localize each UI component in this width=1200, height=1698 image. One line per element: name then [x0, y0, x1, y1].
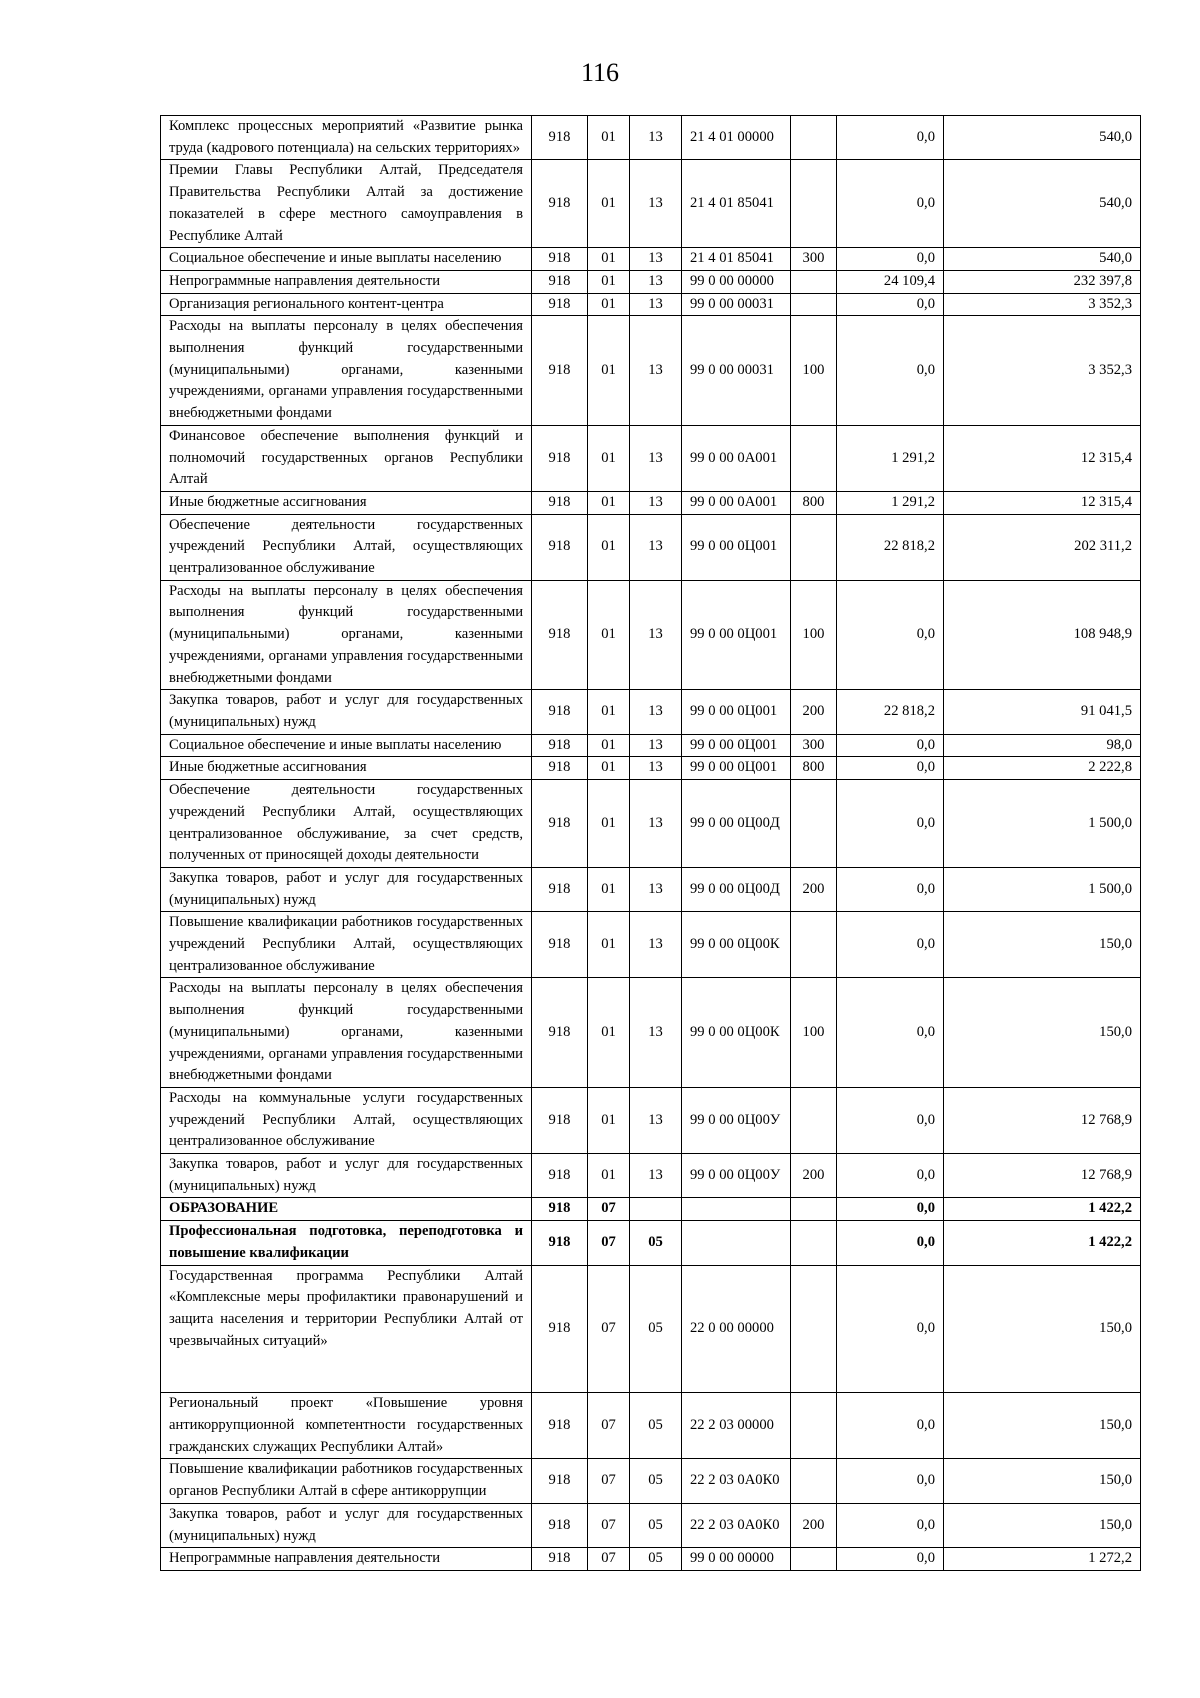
item-name-cell: Обеспечение деятельности государственных учреждений Республики Алтай, осуществляющих централизованное обслуживание, за счет средств, полученных от приносящей доходы деятельности — [161, 780, 532, 868]
expense-type-cell — [791, 1087, 837, 1153]
admin-code-cell: 918 — [532, 1154, 588, 1198]
admin-code-cell: 918 — [532, 116, 588, 160]
item-name-cell: Расходы на коммунальные услуги государственных учреждений Республики Алтай, осуществляющих централизованное обслуживание — [161, 1087, 532, 1153]
subsection-code-cell: 13 — [630, 514, 682, 580]
table-row — [161, 1154, 1141, 1198]
amount-2-cell: 1 500,0 — [944, 867, 1141, 911]
expense-type-cell: 800 — [791, 491, 837, 514]
section-code-cell: 07 — [588, 1548, 630, 1571]
section-code-cell: 01 — [588, 248, 630, 271]
amount-1-cell: 0,0 — [837, 867, 944, 911]
amount-2-cell: 3 352,3 — [944, 293, 1141, 316]
amount-2-cell: 150,0 — [944, 1459, 1141, 1503]
item-name-cell: Закупка товаров, работ и услуг для государственных (муниципальных) нужд — [161, 1503, 532, 1547]
section-code-cell: 01 — [588, 316, 630, 426]
table-row — [161, 978, 1141, 1088]
table-row — [161, 160, 1141, 248]
expense-type-cell: 100 — [791, 978, 837, 1088]
expense-type-cell: 300 — [791, 248, 837, 271]
item-name-cell: Социальное обеспечение и иные выплаты населению — [161, 248, 532, 271]
section-code-cell: 07 — [588, 1198, 630, 1221]
amount-2-cell: 2 222,8 — [944, 757, 1141, 780]
amount-2-cell: 1 422,2 — [944, 1198, 1141, 1221]
target-article-cell: 99 0 00 0А001 — [682, 491, 791, 514]
target-article-cell: 99 0 00 0Ц001 — [682, 734, 791, 757]
subsection-code-cell: 13 — [630, 116, 682, 160]
amount-2-cell: 12 315,4 — [944, 491, 1141, 514]
table-row — [161, 734, 1141, 757]
item-name-cell: Закупка товаров, работ и услуг для государственных (муниципальных) нужд — [161, 690, 532, 734]
item-name-cell: ОБРАЗОВАНИЕ — [161, 1198, 532, 1221]
target-article-cell: 99 0 00 0Ц001 — [682, 514, 791, 580]
admin-code-cell: 918 — [532, 1503, 588, 1547]
subsection-code-cell: 13 — [630, 1087, 682, 1153]
section-code-cell: 01 — [588, 1087, 630, 1153]
amount-1-cell: 0,0 — [837, 1393, 944, 1459]
subsection-code-cell: 13 — [630, 780, 682, 868]
section-code-cell: 01 — [588, 690, 630, 734]
table-row — [161, 780, 1141, 868]
amount-2-cell: 540,0 — [944, 116, 1141, 160]
section-code-cell: 01 — [588, 580, 630, 690]
table-row — [161, 425, 1141, 491]
subsection-code-cell: 13 — [630, 425, 682, 491]
admin-code-cell: 918 — [532, 912, 588, 978]
table-row — [161, 1459, 1141, 1503]
amount-2-cell: 12 315,4 — [944, 425, 1141, 491]
item-name-cell: Закупка товаров, работ и услуг для государственных (муниципальных) нужд — [161, 867, 532, 911]
admin-code-cell: 918 — [532, 514, 588, 580]
expense-type-cell: 200 — [791, 1503, 837, 1547]
amount-1-cell: 0,0 — [837, 1503, 944, 1547]
item-name-cell: Иные бюджетные ассигнования — [161, 491, 532, 514]
expense-type-cell — [791, 270, 837, 293]
item-name-cell: Профессиональная подготовка, переподготовка и повышение квалификации — [161, 1221, 532, 1265]
table-row — [161, 248, 1141, 271]
amount-1-cell: 0,0 — [837, 293, 944, 316]
subsection-code-cell: 05 — [630, 1221, 682, 1265]
subsection-code-cell: 13 — [630, 867, 682, 911]
item-name-cell: Непрограммные направления деятельности — [161, 1548, 532, 1571]
section-code-cell: 01 — [588, 425, 630, 491]
amount-2-cell: 91 041,5 — [944, 690, 1141, 734]
target-article-cell: 99 0 00 0Ц00К — [682, 912, 791, 978]
amount-1-cell: 0,0 — [837, 1087, 944, 1153]
item-name-cell: Повышение квалификации работников государственных органов Республики Алтай в сфере антикоррупции — [161, 1459, 532, 1503]
expense-type-cell — [791, 514, 837, 580]
table-row — [161, 293, 1141, 316]
section-code-cell: 01 — [588, 116, 630, 160]
item-name-cell: Непрограммные направления деятельности — [161, 270, 532, 293]
subsection-code-cell: 13 — [630, 1154, 682, 1198]
admin-code-cell: 918 — [532, 491, 588, 514]
expense-type-cell: 800 — [791, 757, 837, 780]
item-name-cell: Премии Главы Республики Алтай, Председателя Правительства Республики Алтай за достижение показателей в сфере местного самоуправления в Республике Алтай — [161, 160, 532, 248]
table-row — [161, 1393, 1141, 1459]
expense-type-cell — [791, 912, 837, 978]
amount-1-cell: 0,0 — [837, 1548, 944, 1571]
table-row — [161, 270, 1141, 293]
amount-1-cell: 1 291,2 — [837, 491, 944, 514]
expense-type-cell: 300 — [791, 734, 837, 757]
target-article-cell: 99 0 00 0Ц001 — [682, 757, 791, 780]
item-name-cell: Организация регионального контент-центра — [161, 293, 532, 316]
subsection-code-cell: 05 — [630, 1459, 682, 1503]
subsection-code-cell: 13 — [630, 270, 682, 293]
target-article-cell: 21 4 01 85041 — [682, 248, 791, 271]
target-article-cell: 99 0 00 0Ц00У — [682, 1087, 791, 1153]
admin-code-cell: 918 — [532, 734, 588, 757]
admin-code-cell: 918 — [532, 316, 588, 426]
subsection-code-cell: 05 — [630, 1503, 682, 1547]
item-name-cell: Иные бюджетные ассигнования — [161, 757, 532, 780]
amount-1-cell: 0,0 — [837, 1221, 944, 1265]
subsection-code-cell: 13 — [630, 160, 682, 248]
section-code-cell: 01 — [588, 160, 630, 248]
item-name-cell: Финансовое обеспечение выполнения функций и полномочий государственных органов Республики Алтай — [161, 425, 532, 491]
target-article-cell: 99 0 00 0Ц00К — [682, 978, 791, 1088]
admin-code-cell: 918 — [532, 580, 588, 690]
target-article-cell: 99 0 00 00000 — [682, 1548, 791, 1571]
admin-code-cell: 918 — [532, 1087, 588, 1153]
amount-1-cell: 0,0 — [837, 734, 944, 757]
table-row — [161, 116, 1141, 160]
admin-code-cell: 918 — [532, 780, 588, 868]
expense-type-cell: 200 — [791, 867, 837, 911]
target-article-cell: 99 0 00 00000 — [682, 270, 791, 293]
section-code-cell: 07 — [588, 1503, 630, 1547]
expense-type-cell: 100 — [791, 316, 837, 426]
expense-type-cell — [791, 425, 837, 491]
expense-type-cell: 100 — [791, 580, 837, 690]
budget-table — [160, 115, 1141, 1571]
table-row — [161, 757, 1141, 780]
amount-2-cell: 108 948,9 — [944, 580, 1141, 690]
admin-code-cell: 918 — [532, 978, 588, 1088]
table-row — [161, 1265, 1141, 1393]
section-code-cell: 01 — [588, 978, 630, 1088]
amount-1-cell: 0,0 — [837, 978, 944, 1088]
subsection-code-cell: 05 — [630, 1393, 682, 1459]
admin-code-cell: 918 — [532, 1459, 588, 1503]
amount-1-cell: 0,0 — [837, 160, 944, 248]
admin-code-cell: 918 — [532, 160, 588, 248]
page-number: 116 — [580, 58, 620, 87]
amount-1-cell: 1 291,2 — [837, 425, 944, 491]
target-article-cell: 99 0 00 0Ц00Д — [682, 780, 791, 868]
admin-code-cell: 918 — [532, 1198, 588, 1221]
section-code-cell: 07 — [588, 1265, 630, 1393]
expense-type-cell — [791, 1198, 837, 1221]
amount-1-cell: 0,0 — [837, 1265, 944, 1393]
amount-2-cell: 1 500,0 — [944, 780, 1141, 868]
amount-1-cell: 22 818,2 — [837, 690, 944, 734]
amount-2-cell: 540,0 — [944, 160, 1141, 248]
amount-1-cell: 0,0 — [837, 248, 944, 271]
subsection-code-cell: 05 — [630, 1265, 682, 1393]
item-name-cell: Закупка товаров, работ и услуг для государственных (муниципальных) нужд — [161, 1154, 532, 1198]
amount-2-cell: 150,0 — [944, 912, 1141, 978]
expense-type-cell — [791, 780, 837, 868]
amount-1-cell: 0,0 — [837, 1198, 944, 1221]
budget-table-body — [161, 116, 1141, 1571]
table-row — [161, 1221, 1141, 1265]
target-article-cell: 99 0 00 0Ц001 — [682, 580, 791, 690]
item-name-cell: Социальное обеспечение и иные выплаты населению — [161, 734, 532, 757]
subsection-code-cell: 13 — [630, 491, 682, 514]
table-row — [161, 1503, 1141, 1547]
target-article-cell: 21 4 01 85041 — [682, 160, 791, 248]
section-code-cell: 07 — [588, 1459, 630, 1503]
item-name-cell: Комплекс процессных мероприятий «Развитие рынка труда (кадрового потенциала) на сельских территориях» — [161, 116, 532, 160]
item-name-cell: Государственная программа Республики Алтай «Комплексные меры профилактики правонарушений и защита населения и территории Республики Алтай от чрезвычайных ситуаций» — [161, 1265, 532, 1393]
target-article-cell: 99 0 00 00031 — [682, 293, 791, 316]
amount-2-cell: 1 422,2 — [944, 1221, 1141, 1265]
subsection-code-cell: 13 — [630, 734, 682, 757]
admin-code-cell: 918 — [532, 1265, 588, 1393]
subsection-code-cell: 13 — [630, 248, 682, 271]
amount-2-cell: 202 311,2 — [944, 514, 1141, 580]
amount-1-cell: 0,0 — [837, 780, 944, 868]
subsection-code-cell: 13 — [630, 978, 682, 1088]
table-row — [161, 580, 1141, 690]
table-row — [161, 316, 1141, 426]
amount-1-cell: 24 109,4 — [837, 270, 944, 293]
admin-code-cell: 918 — [532, 1548, 588, 1571]
expense-type-cell — [791, 293, 837, 316]
table-row — [161, 1198, 1141, 1221]
target-article-cell — [682, 1198, 791, 1221]
expense-type-cell: 200 — [791, 690, 837, 734]
amount-1-cell: 0,0 — [837, 1459, 944, 1503]
subsection-code-cell: 13 — [630, 580, 682, 690]
amount-2-cell: 150,0 — [944, 1265, 1141, 1393]
table-row — [161, 690, 1141, 734]
subsection-code-cell: 13 — [630, 293, 682, 316]
table-row — [161, 1548, 1141, 1571]
table-row — [161, 514, 1141, 580]
target-article-cell: 99 0 00 0Ц001 — [682, 690, 791, 734]
subsection-code-cell — [630, 1198, 682, 1221]
item-name-cell: Региональный проект «Повышение уровня антикоррупционной компетентности государственных гражданских служащих Республики Алтай» — [161, 1393, 532, 1459]
item-name-cell: Обеспечение деятельности государственных учреждений Республики Алтай, осуществляющих централизованное обслуживание — [161, 514, 532, 580]
amount-2-cell: 12 768,9 — [944, 1154, 1141, 1198]
amount-1-cell: 0,0 — [837, 316, 944, 426]
amount-2-cell: 3 352,3 — [944, 316, 1141, 426]
item-name-cell: Повышение квалификации работников государственных учреждений Республики Алтай, осуществляющих централизованное обслуживание — [161, 912, 532, 978]
amount-1-cell: 0,0 — [837, 116, 944, 160]
subsection-code-cell: 13 — [630, 912, 682, 978]
admin-code-cell: 918 — [532, 867, 588, 911]
amount-2-cell: 150,0 — [944, 1503, 1141, 1547]
expense-type-cell — [791, 1393, 837, 1459]
amount-2-cell: 232 397,8 — [944, 270, 1141, 293]
target-article-cell: 22 2 03 0А0К0 — [682, 1459, 791, 1503]
amount-2-cell: 1 272,2 — [944, 1548, 1141, 1571]
item-name-cell: Расходы на выплаты персоналу в целях обеспечения выполнения функций государственными (муниципальными) органами, казенными учреждениями, органами управления государственными внебюджетными фондами — [161, 978, 532, 1088]
section-code-cell: 01 — [588, 293, 630, 316]
amount-2-cell: 150,0 — [944, 978, 1141, 1088]
admin-code-cell: 918 — [532, 293, 588, 316]
admin-code-cell: 918 — [532, 425, 588, 491]
amount-2-cell: 12 768,9 — [944, 1087, 1141, 1153]
table-row — [161, 491, 1141, 514]
target-article-cell: 99 0 00 0Ц00Д — [682, 867, 791, 911]
target-article-cell: 22 0 00 00000 — [682, 1265, 791, 1393]
expense-type-cell — [791, 1548, 837, 1571]
expense-type-cell — [791, 1459, 837, 1503]
admin-code-cell: 918 — [532, 690, 588, 734]
subsection-code-cell: 05 — [630, 1548, 682, 1571]
table-row — [161, 1087, 1141, 1153]
section-code-cell: 01 — [588, 1154, 630, 1198]
expense-type-cell — [791, 1265, 837, 1393]
subsection-code-cell: 13 — [630, 757, 682, 780]
section-code-cell: 01 — [588, 734, 630, 757]
section-code-cell: 01 — [588, 514, 630, 580]
target-article-cell: 99 0 00 0Ц00У — [682, 1154, 791, 1198]
subsection-code-cell: 13 — [630, 690, 682, 734]
section-code-cell: 01 — [588, 757, 630, 780]
amount-1-cell: 22 818,2 — [837, 514, 944, 580]
subsection-code-cell: 13 — [630, 316, 682, 426]
item-name-cell: Расходы на выплаты персоналу в целях обеспечения выполнения функций государственными (муниципальными) органами, казенными учреждениями, органами управления государственными внебюджетными фондами — [161, 316, 532, 426]
section-code-cell: 01 — [588, 780, 630, 868]
expense-type-cell — [791, 160, 837, 248]
amount-2-cell: 540,0 — [944, 248, 1141, 271]
target-article-cell: 99 0 00 00031 — [682, 316, 791, 426]
section-code-cell: 01 — [588, 867, 630, 911]
section-code-cell: 01 — [588, 912, 630, 978]
admin-code-cell: 918 — [532, 757, 588, 780]
target-article-cell — [682, 1221, 791, 1265]
target-article-cell: 99 0 00 0А001 — [682, 425, 791, 491]
target-article-cell: 21 4 01 00000 — [682, 116, 791, 160]
table-row — [161, 867, 1141, 911]
item-name-cell: Расходы на выплаты персоналу в целях обеспечения выполнения функций государственными (муниципальными) органами, казенными учреждениями, органами управления государственными внебюджетными фондами — [161, 580, 532, 690]
admin-code-cell: 918 — [532, 270, 588, 293]
section-code-cell: 07 — [588, 1393, 630, 1459]
expense-type-cell — [791, 1221, 837, 1265]
amount-1-cell: 0,0 — [837, 912, 944, 978]
amount-2-cell: 98,0 — [944, 734, 1141, 757]
target-article-cell: 22 2 03 00000 — [682, 1393, 791, 1459]
expense-type-cell: 200 — [791, 1154, 837, 1198]
section-code-cell: 07 — [588, 1221, 630, 1265]
amount-1-cell: 0,0 — [837, 1154, 944, 1198]
target-article-cell: 22 2 03 0А0К0 — [682, 1503, 791, 1547]
admin-code-cell: 918 — [532, 1393, 588, 1459]
expense-type-cell — [791, 116, 837, 160]
amount-1-cell: 0,0 — [837, 757, 944, 780]
table-row — [161, 912, 1141, 978]
amount-1-cell: 0,0 — [837, 580, 944, 690]
section-code-cell: 01 — [588, 491, 630, 514]
admin-code-cell: 918 — [532, 1221, 588, 1265]
section-code-cell: 01 — [588, 270, 630, 293]
admin-code-cell: 918 — [532, 248, 588, 271]
amount-2-cell: 150,0 — [944, 1393, 1141, 1459]
